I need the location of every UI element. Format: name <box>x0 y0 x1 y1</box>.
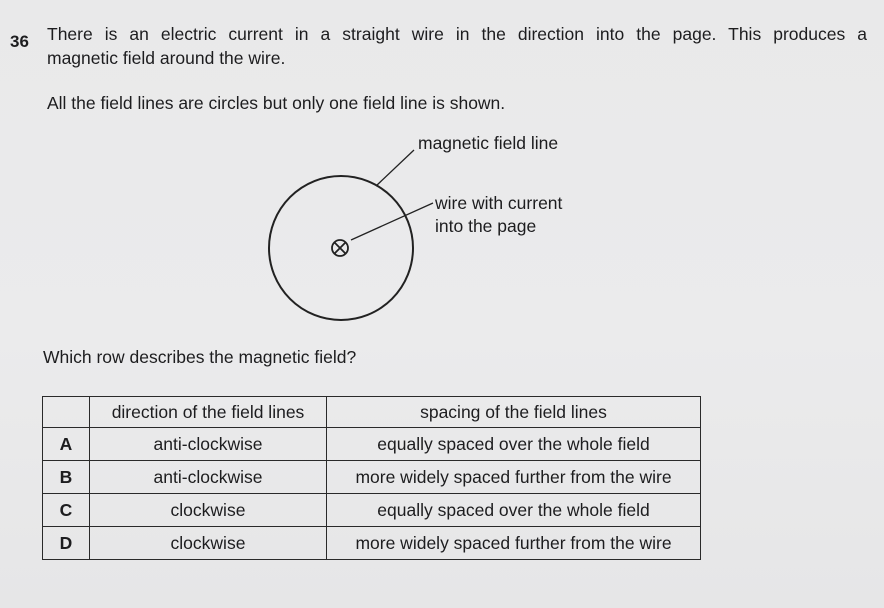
label-wire <box>435 192 562 238</box>
label-magnetic-field-line: magnetic field line <box>418 133 559 153</box>
wire-label-leader <box>351 203 433 240</box>
question-stem-line-2: magnetic field around the wire. <box>47 48 286 68</box>
field-line-label-leader <box>376 150 414 186</box>
row-spacing: more widely spaced further from the wire <box>327 527 701 560</box>
header-direction: direction of the field lines <box>90 397 327 428</box>
row-direction: anti-clockwise <box>90 428 327 461</box>
circled-cross-icon <box>332 240 348 256</box>
table-row[interactable] <box>43 494 701 527</box>
row-letter: A <box>43 428 90 461</box>
table-row[interactable] <box>43 461 701 494</box>
label-wire-line-2: into the page <box>435 216 537 236</box>
table-header-row <box>43 397 701 428</box>
row-letter: B <box>43 461 90 494</box>
header-blank <box>43 397 90 428</box>
header-spacing: spacing of the field lines <box>327 397 701 428</box>
row-letter: C <box>43 494 90 527</box>
row-spacing: more widely spaced further from the wire <box>327 461 701 494</box>
question-prompt: Which row describes the magnetic field? <box>43 347 357 367</box>
question-intro: All the field lines are circles but only one field line is shown. <box>47 93 506 113</box>
table-row[interactable] <box>43 527 701 560</box>
question-stem-line-1: There is an electric current in a straight wire in the direction into the page. This produces a <box>47 24 867 44</box>
answer-table <box>42 396 701 560</box>
table-row[interactable] <box>43 428 701 461</box>
row-direction: anti-clockwise <box>90 461 327 494</box>
row-direction: clockwise <box>90 527 327 560</box>
row-letter: D <box>43 527 90 560</box>
row-spacing: equally spaced over the whole field <box>327 494 701 527</box>
question-number: 36 <box>10 32 29 51</box>
label-wire-line-1: wire with current <box>435 193 563 213</box>
row-spacing: equally spaced over the whole field <box>327 428 701 461</box>
row-direction: clockwise <box>90 494 327 527</box>
